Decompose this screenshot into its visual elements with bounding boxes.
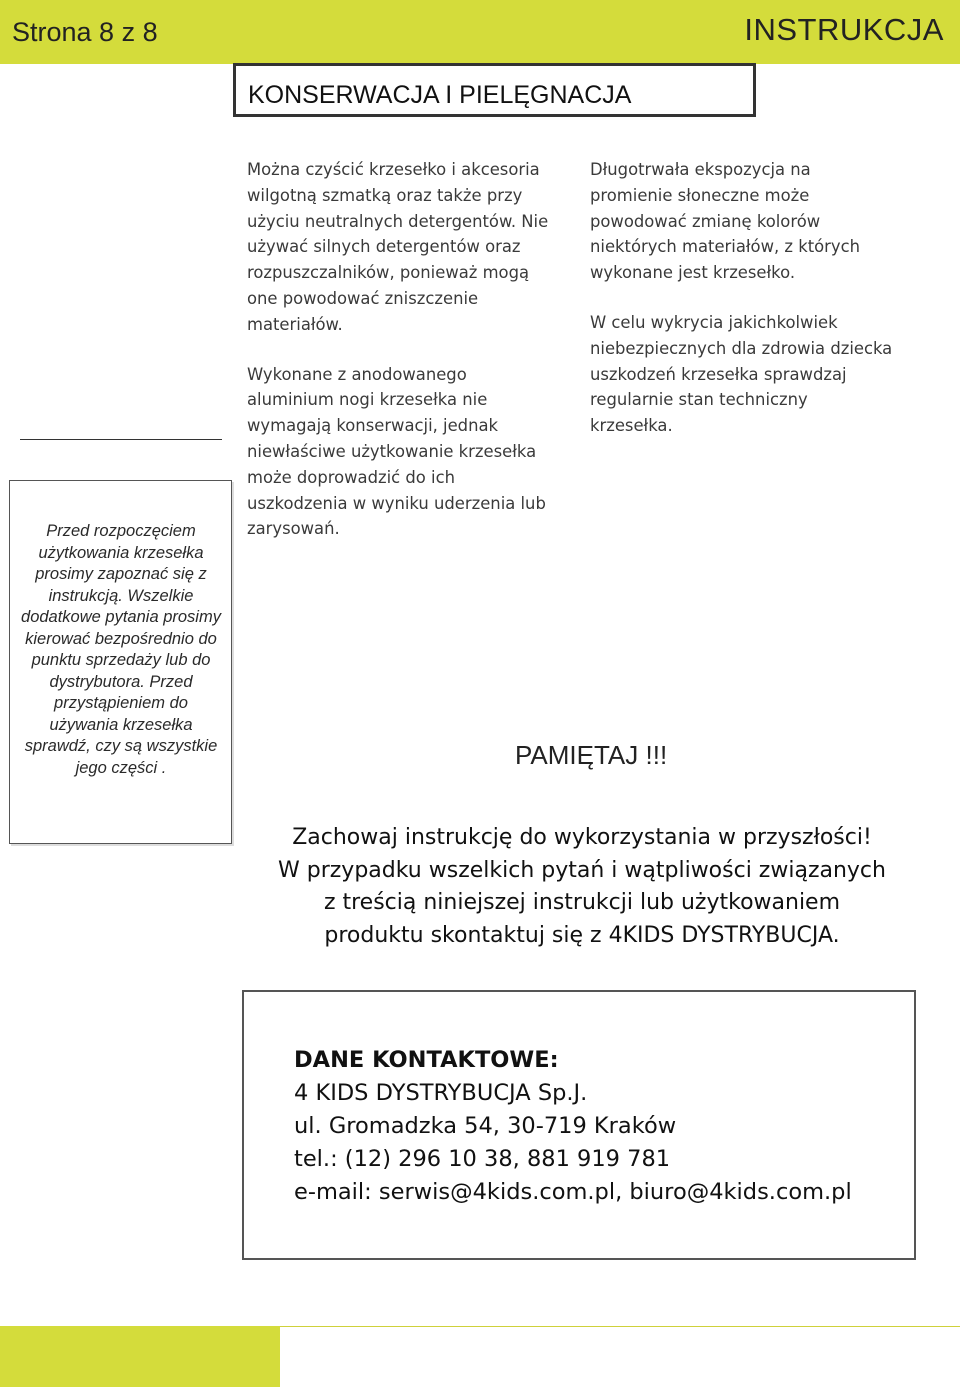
contact-heading: DANE KONTAKTOWE:	[294, 1047, 559, 1073]
contact-company: 4 KIDS DYSTRYBUCJA Sp.J.	[294, 1080, 588, 1106]
contact-phone: tel.: (12) 296 10 38, 881 919 781	[294, 1146, 671, 1172]
footer-accent-bar	[0, 1326, 280, 1387]
section-title-box	[233, 63, 756, 117]
footer-line	[280, 1326, 960, 1327]
paragraph-inspection: W celu wykrycia jakichkolwiek niebezpiecznych dla zdrowia dziecka uszkodzeń krzesełka sprawdzaj regularnie stan techniczny krzesełka.	[590, 312, 893, 436]
notice-block	[262, 822, 902, 952]
document-title: INSTRUKCJA	[744, 12, 944, 47]
contact-box	[242, 990, 916, 1260]
right-column	[590, 157, 895, 463]
notice-line: Zachowaj instrukcję do wykorzystania w przyszłości!	[292, 825, 872, 850]
header-bar	[0, 0, 960, 64]
contact-address: ul. Gromadzka 54, 30-719 Kraków	[294, 1113, 677, 1139]
notice-line: produktu skontaktuj się z 4KIDS DYSTRYBUCJA.	[324, 922, 840, 948]
notice-line: W przypadku wszelkich pytań i wątpliwości związanych	[278, 857, 886, 883]
sidebar-note: Przed rozpoczęciem użytkowania krzesełka prosimy zapoznać się z instrukcją. Wszelkie dodatkowe pytania prosimy kierować bezpośrednio do punktu sprzedaży lub do dystrybutora. Przed przystąpieniem do używania krzesełka sprawdź, czy są wszystkie jego części .	[21, 522, 221, 777]
paragraph-cleaning: Można czyścić krzesełko i akcesoria wilgotną szmatką oraz także przy użyciu neutralnych detergentów. Nie używać silnych detergentów oraz rozpuszczalników, ponieważ mogą one powodować zniszczenie materiałów.	[247, 160, 549, 334]
page-number: Strona 8 z 8	[12, 17, 158, 47]
contact-email: e-mail: serwis@4kids.com.pl, biuro@4kids.com.pl	[294, 1179, 852, 1205]
middle-column	[247, 157, 557, 566]
sidebar-divider	[20, 439, 222, 440]
sidebar-note-box	[9, 480, 232, 844]
paragraph-sun-exposure: Długotrwała ekspozycja na promienie słoneczne może powodować zmianę kolorów niektórych materiałów, z których wykonane jest krzesełko.	[590, 160, 860, 283]
paragraph-aluminium-legs: Wykonane z anodowanego aluminium nogi krzesełka nie wymagają konserwacji, jednak niewłaściwe użytkowanie krzesełka może doprowadzić do ich uszkodzenia w wyniku uderzenia lub zarysowań.	[247, 364, 546, 539]
section-title: KONSERWACJA I PIELĘGNACJA	[248, 81, 632, 109]
notice-line: z treścią niniejszej instrukcji lub użytkowaniem	[323, 890, 841, 915]
remember-heading: PAMIĘTAJ !!!	[515, 740, 668, 770]
